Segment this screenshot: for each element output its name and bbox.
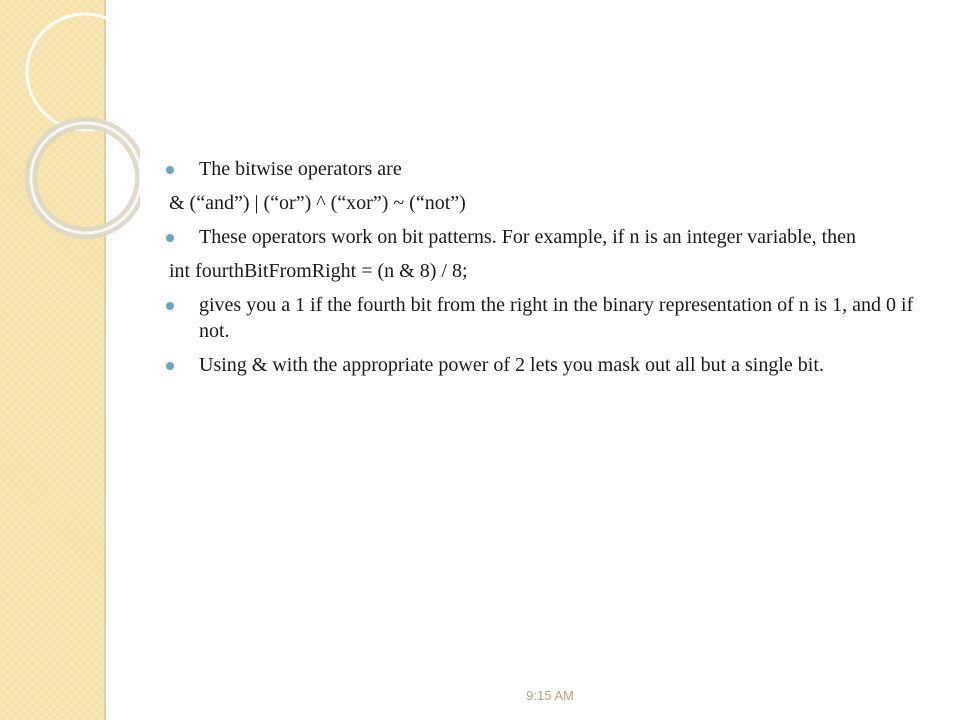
decorative-circles-icon [0,0,140,260]
bullet-item [160,292,920,344]
plain-text: & (“and”) | (“or”) ^ (“xor”) ~ (“not”) [169,192,466,214]
bullet-dot [166,166,174,174]
middle-ring-inner [31,123,140,233]
bullet-dot [166,234,174,242]
bullet-text: These operators work on bit patterns. For example, if n is an integer variable, then [199,226,857,248]
bullet-dot [166,302,174,310]
code-line [160,190,920,216]
top-ring [27,14,140,130]
footer-time: 9:15 AM [526,688,574,703]
bullet-item [160,352,920,378]
bullet-dot [166,362,174,370]
slide-content [160,156,920,386]
code-line [160,258,920,284]
bullet-item [160,156,920,182]
plain-text: int fourthBitFromRight = (n & 8) / 8; [169,260,468,282]
bullet-text: Using & with the appropriate power of 2 lets you mask out all but a single bit. [199,354,824,376]
bullet-text: gives you a 1 if the fourth bit from the right in the binary representation of n is 1, and 0 if not. [199,294,914,342]
bullet-item [160,224,920,250]
bullet-text: The bitwise operators are [199,158,402,180]
